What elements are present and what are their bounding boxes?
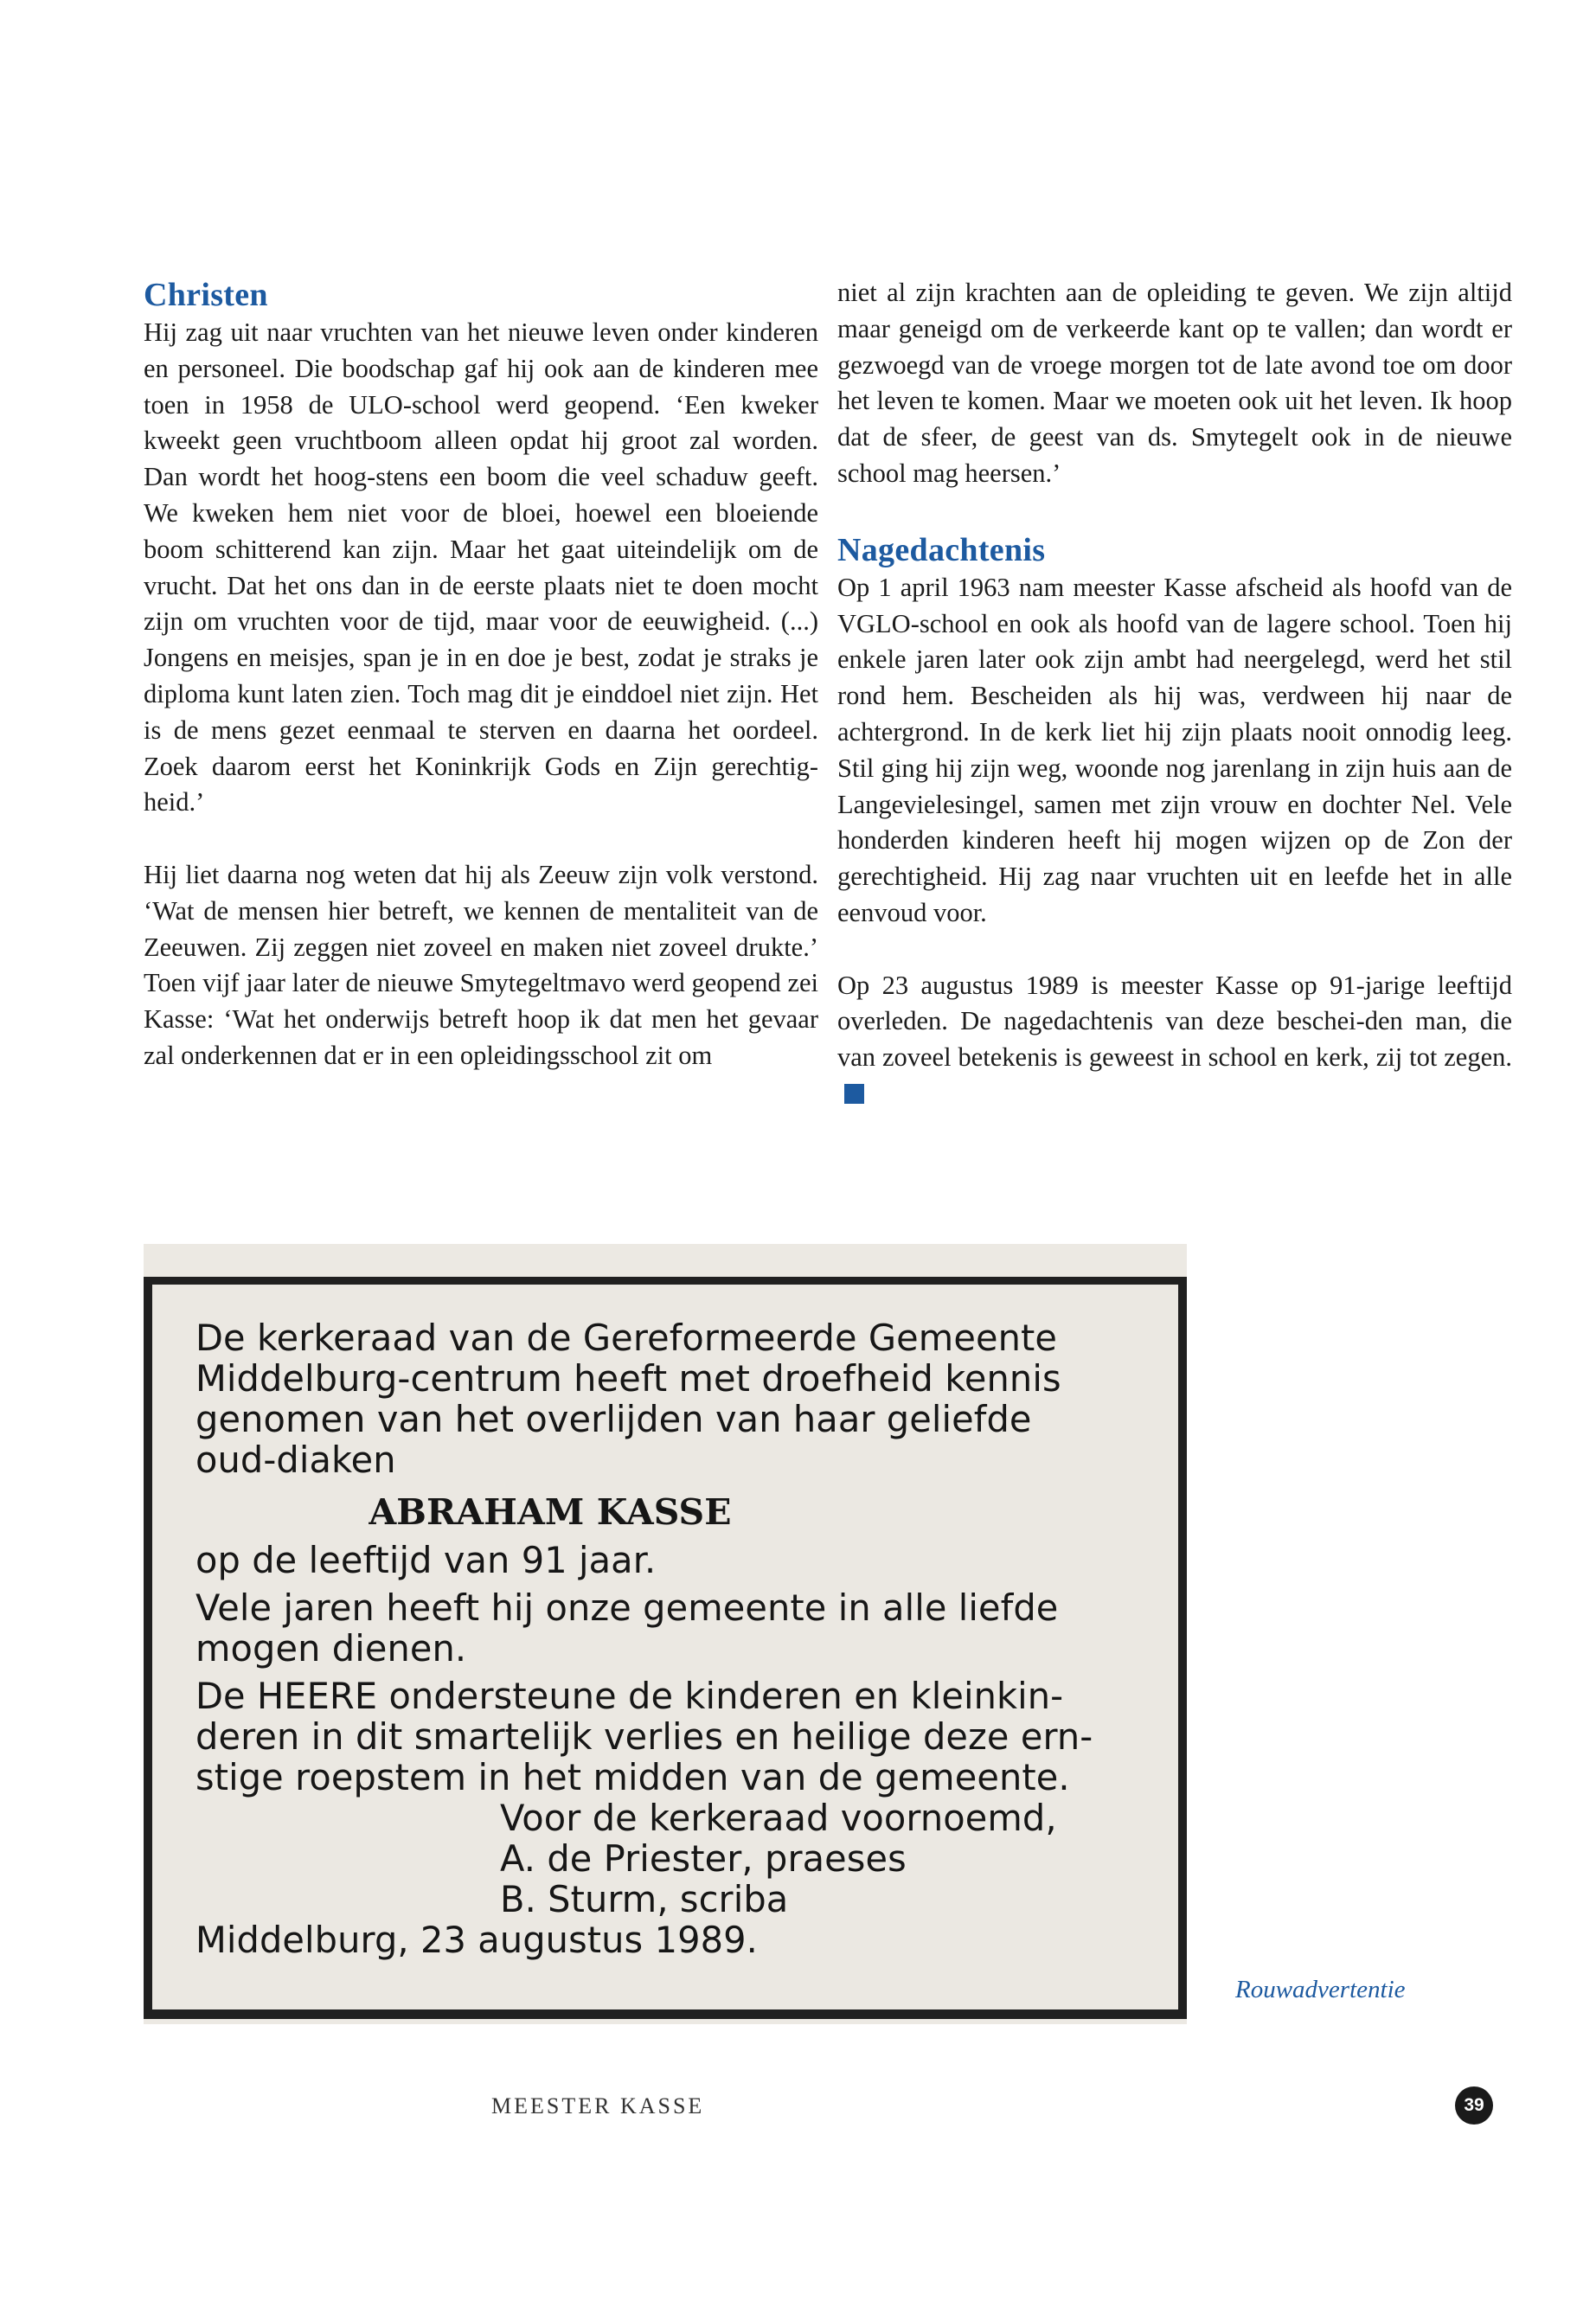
clipping-line: stige roepstem in het midden van de gemeente. bbox=[195, 1756, 1070, 1798]
signature-line: A. de Priester, praeses bbox=[500, 1837, 907, 1880]
clipping-line: op de leeftijd van 91 jaar. bbox=[195, 1539, 657, 1581]
right-column bbox=[837, 275, 1512, 1112]
clipping-line: oud-diaken bbox=[195, 1439, 396, 1481]
signature-line: Voor de kerkeraad voornoemd, bbox=[500, 1797, 1057, 1839]
image-caption: Rouwadvertentie bbox=[1235, 1976, 1406, 2003]
clipping-line: Middelburg-centrum heeft met droefheid kennis bbox=[195, 1357, 1061, 1400]
clipping-line: De HEERE ondersteune de kinderen en kleinkin- bbox=[195, 1675, 1064, 1717]
obituary-clipping bbox=[144, 1244, 1187, 2024]
body-paragraph: Hij liet daarna nog weten dat hij als Zeeuw zijn volk verstond. ‘Wat de mensen hier betreft, we kennen de mentaliteit van de Zeeuwen. Zij zeggen niet zoveel en maken niet zoveel drukte.’ Toen vijf jaar later de nieuwe Smytegeltmavo werd geopend zei Kasse: ‘Wat het onderwijs betreft hoop ik dat men het gevaar zal onderkennen dat er in een opleidingsschool zit om bbox=[144, 859, 818, 1070]
clipping-line: Vele jaren heeft hij onze gemeente in alle liefde bbox=[195, 1586, 1059, 1629]
section-heading-nagedachtenis: Nagedachtenis bbox=[837, 531, 1046, 568]
body-paragraph-final bbox=[837, 968, 1512, 1112]
clipping-border bbox=[144, 1277, 1187, 2019]
section-heading-christen: Christen bbox=[144, 277, 268, 313]
final-paragraph-text: Op 23 augustus 1989 is meester Kasse op 91-jarige leeftijd overleden. De nagedachtenis van deze beschei-den man, die van zoveel betekenis is geweest in school en kerk, zij tot zegen. bbox=[837, 970, 1512, 1073]
left-column bbox=[144, 275, 818, 1074]
clipping-text bbox=[195, 1317, 1147, 1960]
body-paragraph-continued: niet al zijn krachten aan de opleiding te geven. We zijn altijd maar geneigd om de verkeerde kant op te vallen; dan wordt er gezwoegd van de vroege morgen tot de late avond toe om door het leven te komen. Maar we moeten ook uit het leven. Ik hoop dat de sfeer, de geest van ds. Smytegelt ook in de nieuwe school mag heersen.’ bbox=[837, 278, 1512, 488]
place-date: Middelburg, 23 augustus 1989. bbox=[195, 1919, 758, 1961]
end-mark-icon bbox=[844, 1084, 864, 1104]
clipping-line: deren in dit smartelijk verlies en heilige deze ern- bbox=[195, 1715, 1093, 1758]
body-paragraph: Op 1 april 1963 nam meester Kasse afscheid als hoofd van de VGLO-school en ook als hoofd van de lagere school. Toen hij enkele jaren later ook zijn ambt had neergelegd, werd het stil rond hem. Bescheiden als hij was, verdween hij naar de achtergrond. In de kerk liet hij zijn plaats nooit onnodig leeg. Stil ging hij zijn weg, woonde nog jarenlang in zijn huis aan de Langevielesingel, samen met zijn vrouw en dochter Nel. Vele honderden kinderen heeft hij mogen wijzen op de Zon der gerechtigheid. Hij zag naar vruchten uit en leefde het in alle eenvoud voor. bbox=[837, 572, 1512, 927]
clipping-line: genomen van het overlijden van haar geliefde bbox=[195, 1398, 1032, 1440]
body-paragraph: Hij zag uit naar vruchten van het nieuwe leven onder kinderen en personeel. Die boodschap gaf hij ook aan de kinderen mee toen in 1958 de ULO-school werd geopend. ‘Een kweker kweekt geen vruchtboom alleen opdat hij groot zal worden. Dan wordt het hoog-stens een boom die veel schaduw geeft. We kweken hem niet voor de bloei, hoewel een bloeiende boom schitterend kan zijn. Maar het gaat uiteindelijk om de vrucht. Dat het ons dan in de eerste plaats niet te doen mocht zijn om vruchten voor de tijd, maar voor de eeuwigheid. (...) Jongens en meisjes, span je in en doe je best, zodat je straks je diploma kunt laten zien. Toch mag dit je einddoel niet zijn. Het is de mens gezet eenmaal te sterven en daarna het oordeel. Zoek daarom eerst het Koninkrijk Gods en Zijn gerechtig-heid.’ bbox=[144, 317, 818, 817]
clipping-line: mogen dienen. bbox=[195, 1627, 467, 1670]
running-footer: MEESTER KASSE bbox=[491, 2093, 705, 2118]
signature-line: B. Sturm, scriba bbox=[500, 1878, 789, 1920]
page-number-badge: 39 bbox=[1455, 2086, 1493, 2125]
deceased-name: ABRAHAM KASSE bbox=[369, 1491, 732, 1533]
clipping-line: De kerkeraad van de Gereformeerde Gemeente bbox=[195, 1317, 1058, 1359]
